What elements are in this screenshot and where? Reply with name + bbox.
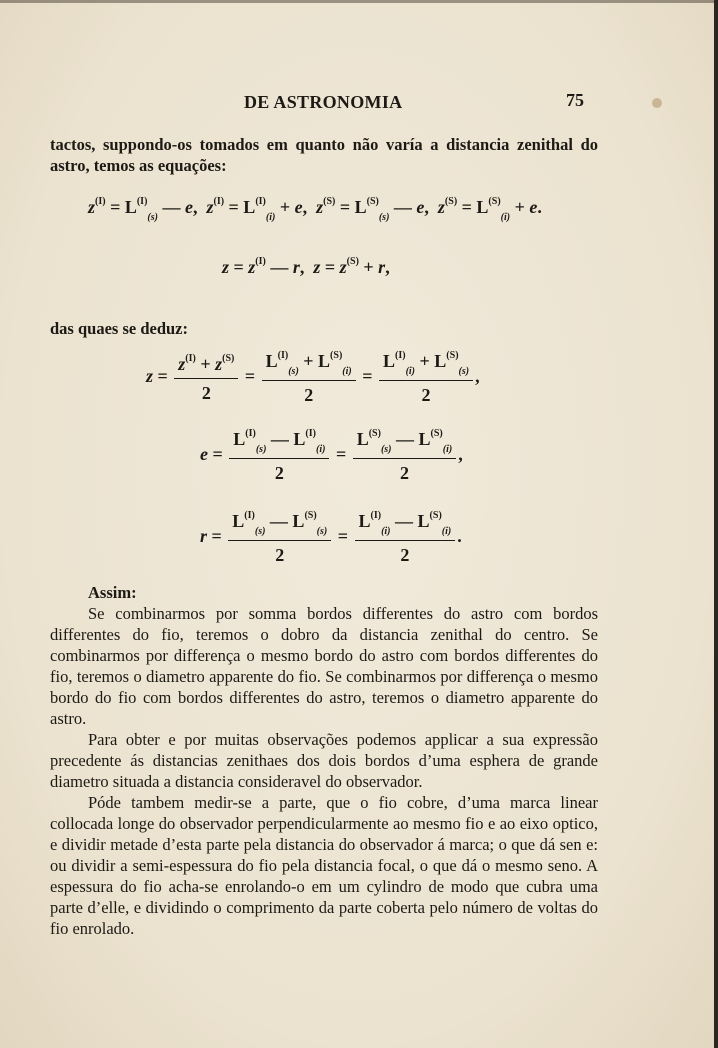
deduce-text: das quaes se deduz: <box>50 319 188 338</box>
equation-line-2: $z = z^{(I)}$ — r, $z = z^{(S)} + r$, <box>222 256 390 277</box>
assim-heading: Assim: <box>88 583 137 602</box>
body-text <box>50 582 598 939</box>
fraction: $\frac{L^{(I)}_{(s)} — L^{(I)}_{(i)}}{2}$ <box>229 428 329 484</box>
fraction: $\frac{L^{(I)}_{(i)} — L^{(S)}_{(i)}}{2}$ <box>355 510 456 566</box>
page-number: 75 <box>566 90 584 110</box>
running-head-title: DE ASTRONOMIA <box>244 92 403 112</box>
fraction: $\frac{L^{(S)}_{(s)} — L^{(S)}_{(i)}}{2}$ <box>353 428 457 484</box>
paragraph-2: Para obter e por muitas observações podemos applicar a sua expressão precedente ás distancias zenithaes dos dois bordos d’uma esphera de grande diametro situada a distancia consideravel do observador. <box>50 730 598 791</box>
fraction: $\frac{L^{(I)}_{(s)} — L^{(S)}_{(s)}}{2}$ <box>228 510 331 566</box>
equation-r: r = $\frac{L^{(I)}_{(s)} — L^{(S)}_{(s)}}{2}$ = $\frac{L^{(I)}_{(i)} — L^{(S)}_{(i)}}{2}$ . <box>200 510 462 565</box>
running-head <box>0 92 718 116</box>
paragraph-3: Póde tambem medir-se a parte, que o fio cobre, d’uma marca linear collocada longe do observador perpendicularmente ao mesmo fio e ao eixo optico, e dividir metade d’esta parte pela distancia do observador á marca; o que dá sen e: ou dividir a semi-espessura do fio pela distancia focal, o que dá o mesmo seno. A espessura do fio acha-se enrolando-o em um cylindro de modo que cubra uma parte d’elle, e dividindo o comprimento da parte coberta pelo número de voltas do fio enrolado. <box>50 793 598 938</box>
fraction: $\frac{z^{(I)} + z^{(S)}}{2}$ <box>174 353 238 404</box>
page-top-edge <box>0 0 718 3</box>
equation-z: z = $\frac{z^{(I)} + z^{(S)}}{2}$ = $\frac{L^{(I)}_{(s)} + L^{(S)}_{(i)}}{2}$ = $\frac{L^{(I)}_{(i)} + L^{(S)}_{(s)}}{2}$ , <box>146 350 480 405</box>
page-right-edge <box>714 0 718 1048</box>
equation-line-1: $z^{(I)} = L^{(I)}_{(s)}$ — e, $z^{(I)} = L^{(I)}_{(i)} + e$, $z^{(S)} = L^{(S)}_{(s)}$ — e, $z^{(S)} = L^{(S)}_{(i)} + e$. <box>88 196 542 223</box>
deduce-line <box>50 318 598 339</box>
fraction: $\frac{L^{(I)}_{(i)} + L^{(S)}_{(s)}}{2}$ <box>379 350 473 406</box>
paragraph-1: Se combinarmos por somma bordos differentes do astro com bordos differentes do fio, teremos o dobro da distancia zenithal do centro. Se combinarmos por differença o mesmo bordo do astro com bordos differentes do fio, teremos o diametro apparente do fio. Se combinarmos por differença o mesmo bordo do fio com bordos differentes do astro, teremos o diametro apparente do astro. <box>50 604 598 728</box>
equation-e: e = $\frac{L^{(I)}_{(s)} — L^{(I)}_{(i)}}{2}$ = $\frac{L^{(S)}_{(s)} — L^{(S)}_{(i)}}{2}$ , <box>200 428 463 483</box>
intro-paragraph <box>50 134 598 176</box>
fraction: $\frac{L^{(I)}_{(s)} + L^{(S)}_{(i)}}{2}$ <box>262 350 356 406</box>
intro-text: tactos, suppondo-os tomados em quanto não varía a distancia zenithal do astro, temos as equações: <box>50 135 598 175</box>
